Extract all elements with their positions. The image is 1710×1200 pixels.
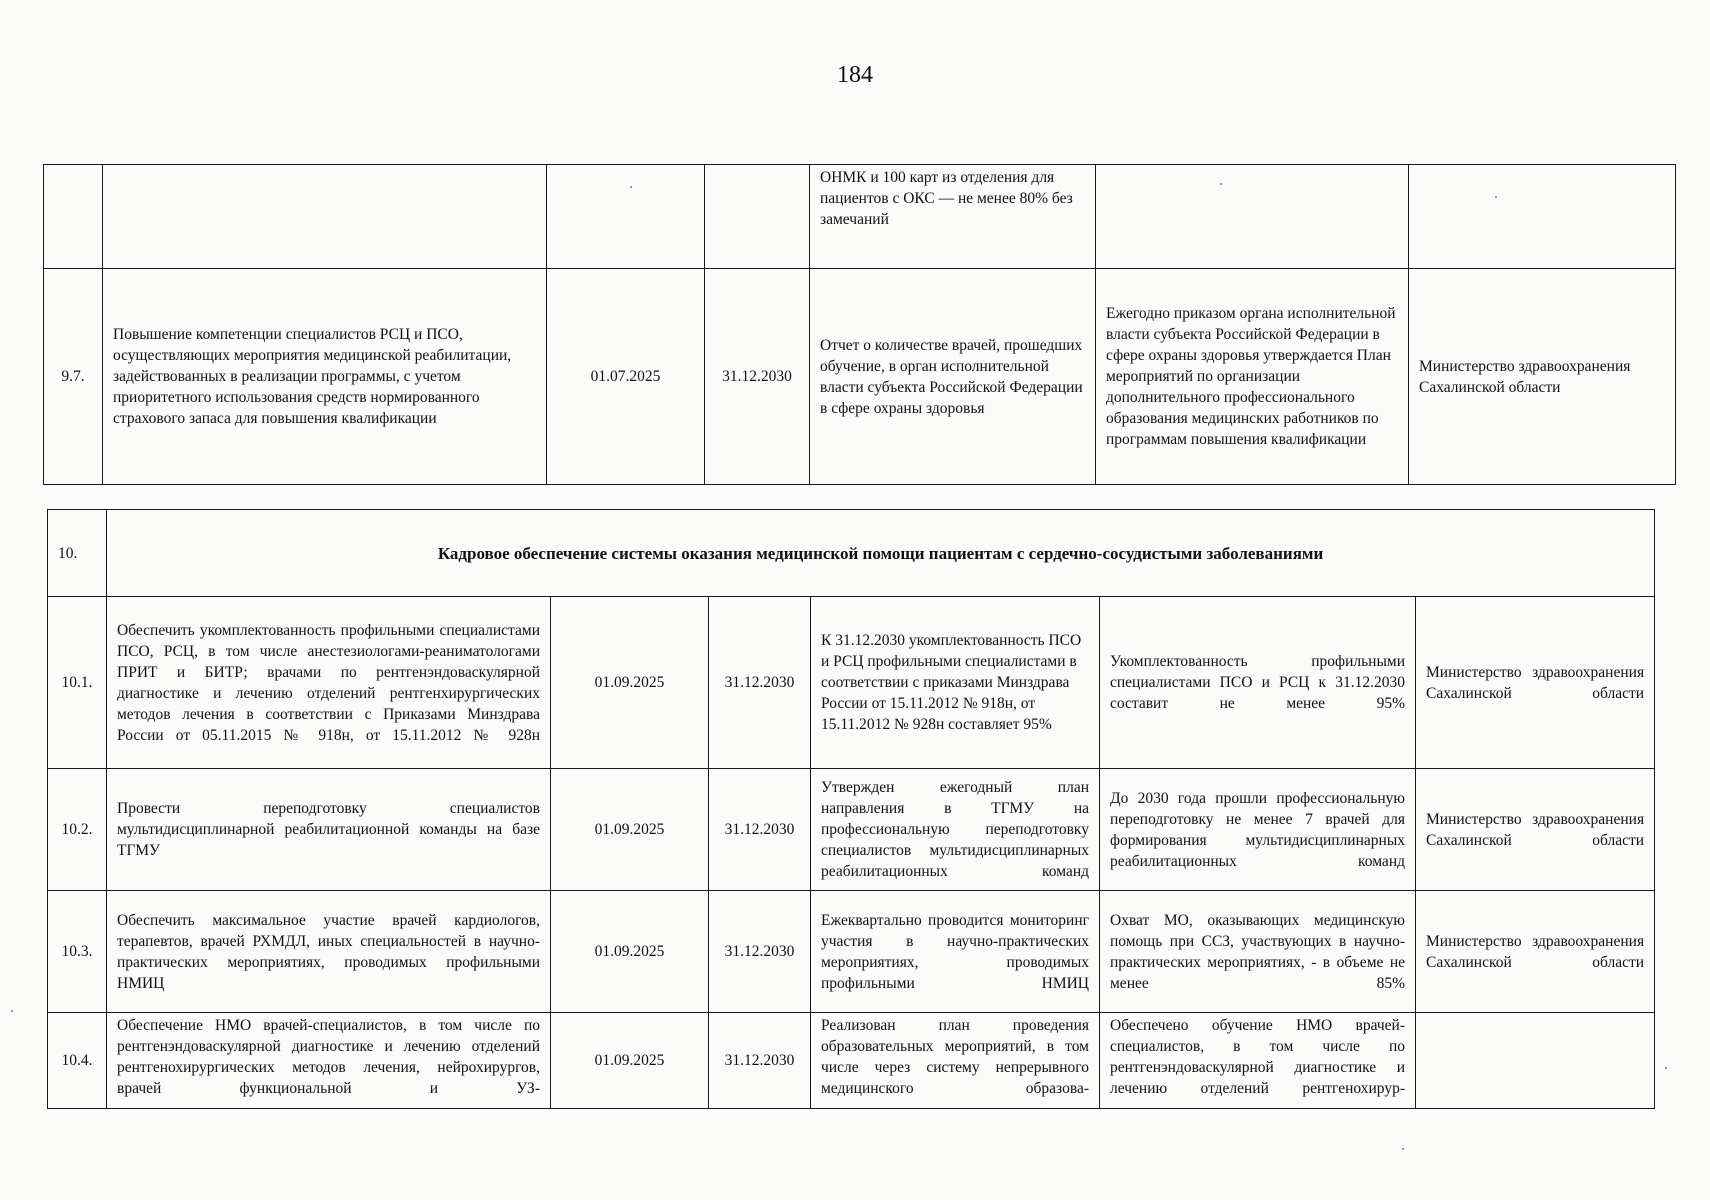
cell-result: ОНМК и 100 карт из отделения для пациентов с ОКС — не менее 80% без замечаний xyxy=(810,165,1096,269)
section-num: 10. xyxy=(48,510,107,597)
cell-start: 01.09.2025 xyxy=(551,891,709,1013)
section-header-row xyxy=(48,510,1655,597)
page-number: 184 xyxy=(837,62,873,88)
cell-task: Обеспечить укомплектованность профильными специалистами ПСО, РСЦ, в том числе анестезиологами-реаниматологами ПРИТ и БИТР; врачами по рентгенэндоваскулярной диагностике и лечению отделений рентгенхирургических методов лечения в соответствии с Приказами Минздрава России от 05.11.2015 № 918н, от 15.11.2012 № 928н xyxy=(107,597,551,769)
scan-speck xyxy=(1495,196,1497,198)
cell-responsible xyxy=(1416,1013,1655,1109)
cell-end: 31.12.2030 xyxy=(709,1013,811,1109)
cell-result: Реализован план проведения образовательных мероприятий, в том числе через систему непрерывного медицинского образова- xyxy=(811,1013,1100,1109)
table-row-10-2 xyxy=(48,769,1655,891)
cell-indicator: Укомплектованность профильными специалистами ПСО и РСЦ к 31.12.2030 составит не менее 95% xyxy=(1100,597,1416,769)
cell-num xyxy=(44,165,103,269)
scan-speck xyxy=(1220,183,1222,185)
cell-responsible: Министерство здравоохранения Сахалинской области xyxy=(1409,269,1676,485)
cell-num: 9.7. xyxy=(44,269,103,485)
cell-num: 10.3. xyxy=(48,891,107,1013)
cell-task: Обеспечение НМО врачей-специалистов, в том числе по рентгенэндоваскулярной диагностике и лечению отделений рентгенохирургических методов лечения, нейрохирургов, врачей функциональной и УЗ- xyxy=(107,1013,551,1109)
cell-result: Утвержден ежегодный план направления в ТГМУ на профессиональную переподготовку специалистов мультидисциплинарных реабилитационных команд xyxy=(811,769,1100,891)
cell-end: 31.12.2030 xyxy=(709,597,811,769)
cell-start: 01.09.2025 xyxy=(551,597,709,769)
table-row-10-1 xyxy=(48,597,1655,769)
scan-speck xyxy=(1402,1148,1404,1150)
table-row-10-4 xyxy=(48,1013,1655,1109)
cell-indicator xyxy=(1096,165,1409,269)
cell-num: 10.2. xyxy=(48,769,107,891)
cell-indicator: Охват МО, оказывающих медицинскую помощь при ССЗ, участвующих в научно-практических мероприятиях, - в объеме не менее 85% xyxy=(1100,891,1416,1013)
scan-speck xyxy=(11,1010,13,1012)
cell-end xyxy=(705,165,810,269)
cell-task: Провести переподготовку специалистов мультидисциплинарной реабилитационной команды на базе ТГМУ xyxy=(107,769,551,891)
cell-num: 10.4. xyxy=(48,1013,107,1109)
table-row-9-7 xyxy=(44,269,1676,485)
cell-indicator: До 2030 года прошли профессиональную переподготовку не менее 7 врачей для формирования мультидисциплинарных реабилитационных команд xyxy=(1100,769,1416,891)
plan-table-section-10 xyxy=(47,509,1655,1109)
cell-end: 31.12.2030 xyxy=(705,269,810,485)
cell-indicator: Обеспечено обучение НМО врачей-специалистов, в том числе по рентгенэндоваскулярной диагностике и лечению отделений рентгенохирур- xyxy=(1100,1013,1416,1109)
plan-table-continued xyxy=(43,164,1676,485)
cell-result: К 31.12.2030 укомплектованность ПСО и РСЦ профильными специалистами в соответствии с приказами Минздрава России от 15.11.2012 № 918н, от 15.11.2012 № 928н составляет 95% xyxy=(811,597,1100,769)
scan-speck xyxy=(1665,1067,1667,1069)
cell-responsible: Министерство здравоохранения Сахалинской области xyxy=(1416,891,1655,1013)
cell-result: Отчет о количестве врачей, прошедших обучение, в орган исполнительной власти субъекта Российской Федерации в сфере охраны здоровья xyxy=(810,269,1096,485)
cell-start: 01.09.2025 xyxy=(551,769,709,891)
cell-end: 31.12.2030 xyxy=(709,891,811,1013)
cell-start xyxy=(547,165,705,269)
cell-indicator: Ежегодно приказом органа исполнительной власти субъекта Российской Федерации в сфере охраны здоровья утверждается План мероприятий по организации дополнительного профессионального образования медицинских работников по программам повышения квалификации xyxy=(1096,269,1409,485)
cell-responsible xyxy=(1409,165,1676,269)
cell-responsible: Министерство здравоохранения Сахалинской области xyxy=(1416,769,1655,891)
cell-responsible: Министерство здравоохранения Сахалинской области xyxy=(1416,597,1655,769)
cell-result: Ежеквартально проводится мониторинг участия в научно-практических мероприятиях, проводимых профильными НМИЦ xyxy=(811,891,1100,1013)
table-row-10-3 xyxy=(48,891,1655,1013)
cell-task: Повышение компетенции специалистов РСЦ и ПСО, осуществляющих мероприятия медицинской реабилитации, задействованных в реализации программы, с учетом приоритетного использования средств нормированного страхового запаса для повышения квалификации xyxy=(103,269,547,485)
cell-end: 31.12.2030 xyxy=(709,769,811,891)
table-row-continuation xyxy=(44,165,1676,269)
cell-start: 01.09.2025 xyxy=(551,1013,709,1109)
cell-start: 01.07.2025 xyxy=(547,269,705,485)
cell-num: 10.1. xyxy=(48,597,107,769)
scan-speck xyxy=(630,186,632,188)
cell-task: Обеспечить максимальное участие врачей кардиологов, терапевтов, врачей РХМДЛ, иных специальностей в научно-практических мероприятиях, проводимых профильными НМИЦ xyxy=(107,891,551,1013)
cell-task xyxy=(103,165,547,269)
section-title: Кадровое обеспечение системы оказания медицинской помощи пациентам с сердечно-сосудистыми заболеваниями xyxy=(107,510,1655,597)
